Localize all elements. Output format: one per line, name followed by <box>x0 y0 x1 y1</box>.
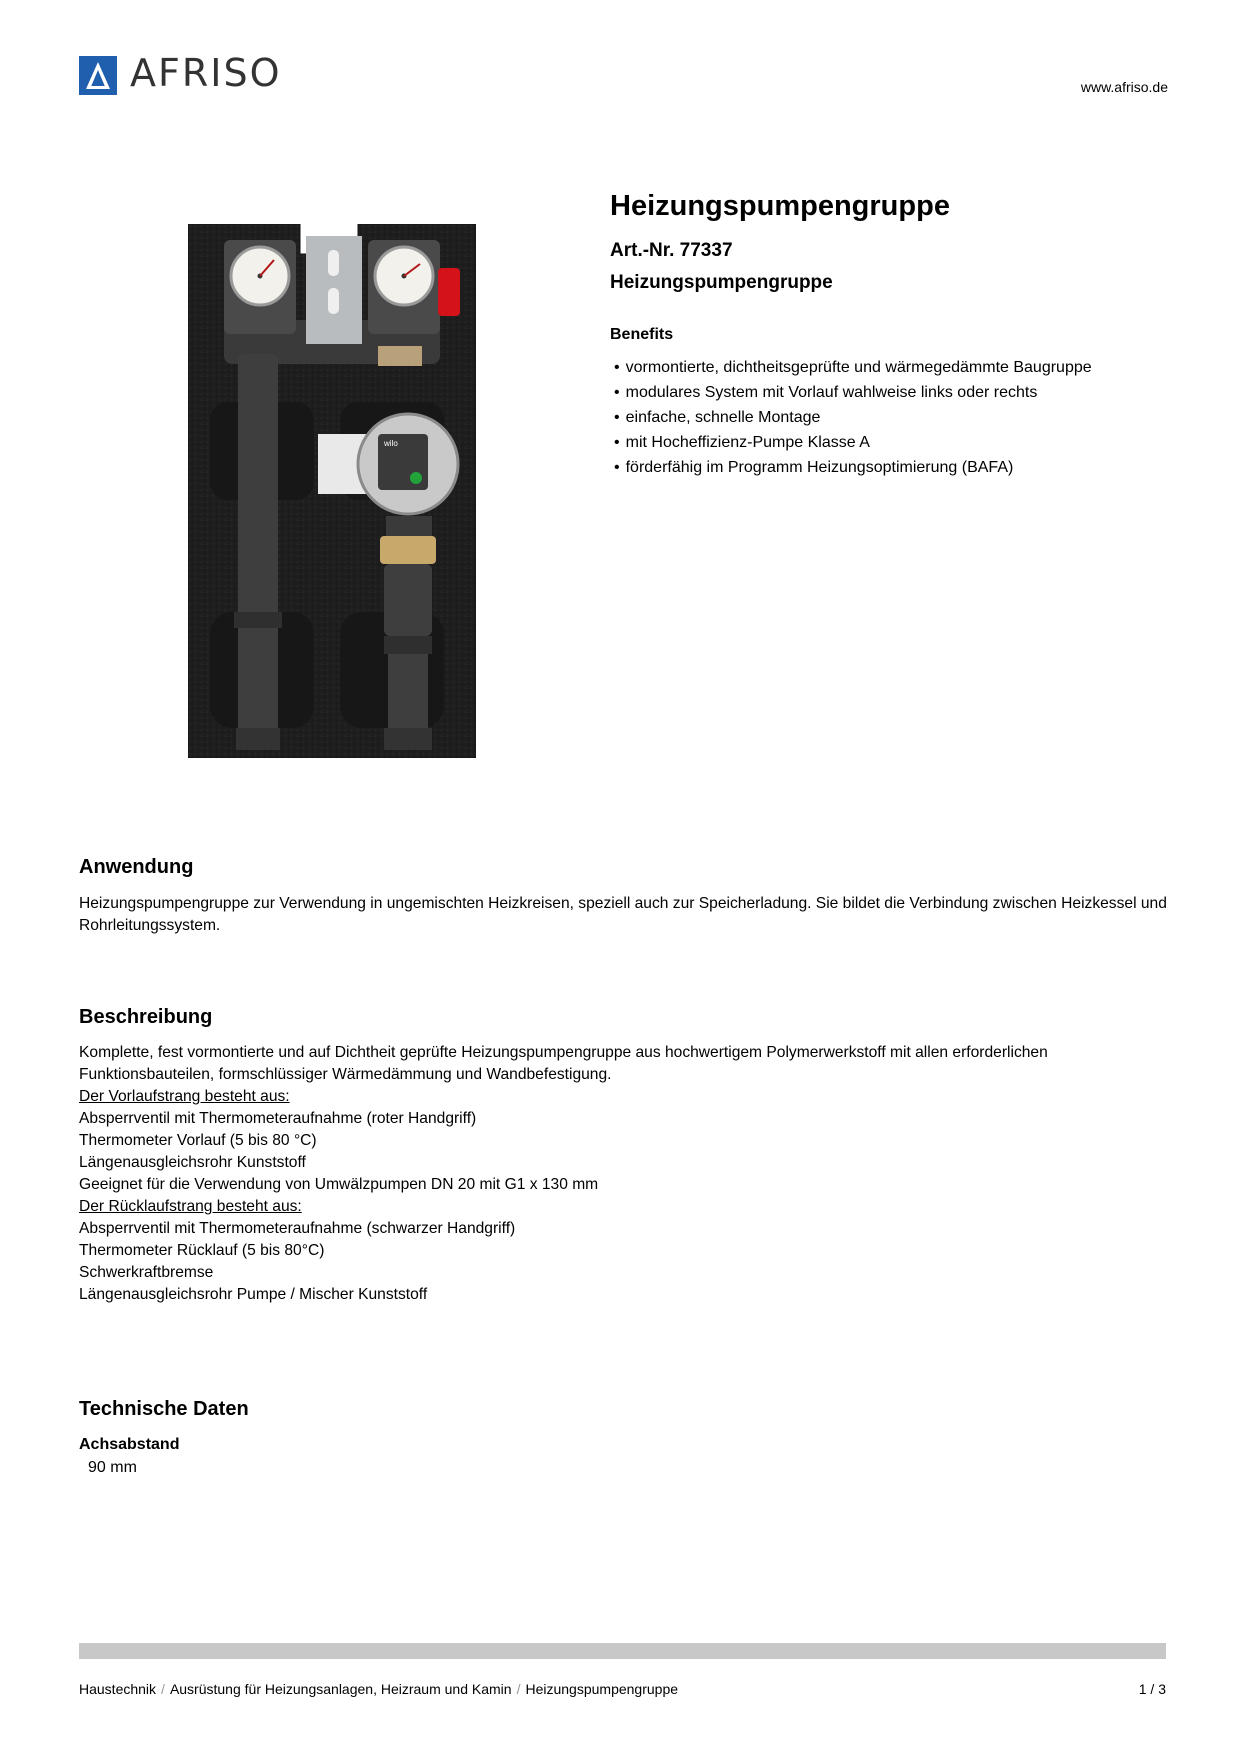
achsabstand-label: Achsabstand <box>79 1436 180 1453</box>
afriso-logo-icon <box>79 56 117 95</box>
vorlauf-item: Thermometer Vorlauf (5 bis 80 °C) <box>79 1132 317 1149</box>
benefits-heading: Benefits <box>610 326 674 343</box>
breadcrumb-item[interactable]: Heizungspumpengruppe <box>525 1681 679 1697</box>
benefit-item: • einfache, schnelle Montage <box>614 405 1092 430</box>
breadcrumb-separator: / <box>516 1681 521 1697</box>
achsabstand-value: 90 mm <box>88 1459 137 1476</box>
vorlauf-item: Absperrventil mit Thermometeraufnahme (roter Handgriff) <box>79 1110 477 1127</box>
breadcrumb-item[interactable]: Ausrüstung für Heizungsanlagen, Heizraum und Kamin <box>169 1681 512 1697</box>
footer-divider-bar <box>79 1643 1166 1659</box>
pump-brand-label: wilo <box>384 439 398 448</box>
ruecklauf-item: Absperrventil mit Thermometeraufnahme (schwarzer Handgriff) <box>79 1220 516 1237</box>
ruecklauf-item: Längenausgleichsrohr Pumpe / Mischer Kunststoff <box>79 1286 428 1303</box>
breadcrumb-separator: / <box>161 1681 165 1697</box>
ruecklauf-item: Schwerkraftbremse <box>79 1264 214 1281</box>
benefit-item: • mit Hocheffizienz-Pumpe Klasse A <box>614 430 1092 455</box>
benefit-item: • modulares System mit Vorlauf wahlweise links oder rechts <box>614 380 1092 405</box>
article-number: Art.-Nr. 77337 <box>610 240 733 261</box>
vorlauf-heading: Der Vorlaufstrang besteht aus: <box>79 1088 290 1105</box>
product-title: Heizungspumpengruppe <box>610 190 950 222</box>
benefit-item: • vormontierte, dichtheitsgeprüfte und wärmegedämmte Baugruppe <box>614 355 1092 380</box>
ruecklauf-heading: Der Rücklaufstrang besteht aus: <box>79 1198 302 1215</box>
benefits-list <box>614 355 1092 480</box>
anwendung-heading: Anwendung <box>79 856 194 878</box>
breadcrumb-item[interactable]: Haustechnik <box>79 1681 157 1697</box>
beschreibung-intro: Komplette, fest vormontierte und auf Dichtheit geprüfte Heizungspumpengruppe aus hochwertigem Polymerwerkstoff mit allen erforderlichen Funktionsbauteilen, formschlüssiger Wärmedämmung und Wandbefestigung. <box>79 1044 1048 1083</box>
product-subtitle: Heizungspumpengruppe <box>610 272 833 293</box>
vorlauf-item: Geeignet für die Verwendung von Umwälzpumpen DN 20 mit G1 x 130 mm <box>79 1176 599 1193</box>
ruecklauf-item: Thermometer Rücklauf (5 bis 80°C) <box>79 1242 325 1259</box>
brand-name: AFRISO <box>130 51 282 95</box>
website-link[interactable]: www.afriso.de <box>1080 79 1168 95</box>
technische-daten-heading: Technische Daten <box>79 1398 249 1420</box>
pump-group-photo <box>188 224 476 758</box>
beschreibung-heading: Beschreibung <box>79 1006 213 1028</box>
anwendung-text: Heizungspumpengruppe zur Verwendung in ungemischten Heizkreisen, speziell auch zur Speicherladung. Sie bildet die Verbindung zwischen Heizkessel und Rohrleitungssystem. <box>79 895 1167 934</box>
vorlauf-item: Längenausgleichsrohr Kunststoff <box>79 1154 306 1171</box>
beschreibung-details <box>79 1086 598 1306</box>
breadcrumb <box>79 1681 678 1697</box>
benefit-item: • förderfähig im Programm Heizungsoptimierung (BAFA) <box>614 455 1092 480</box>
page-number: 1 / 3 <box>1138 1681 1166 1697</box>
